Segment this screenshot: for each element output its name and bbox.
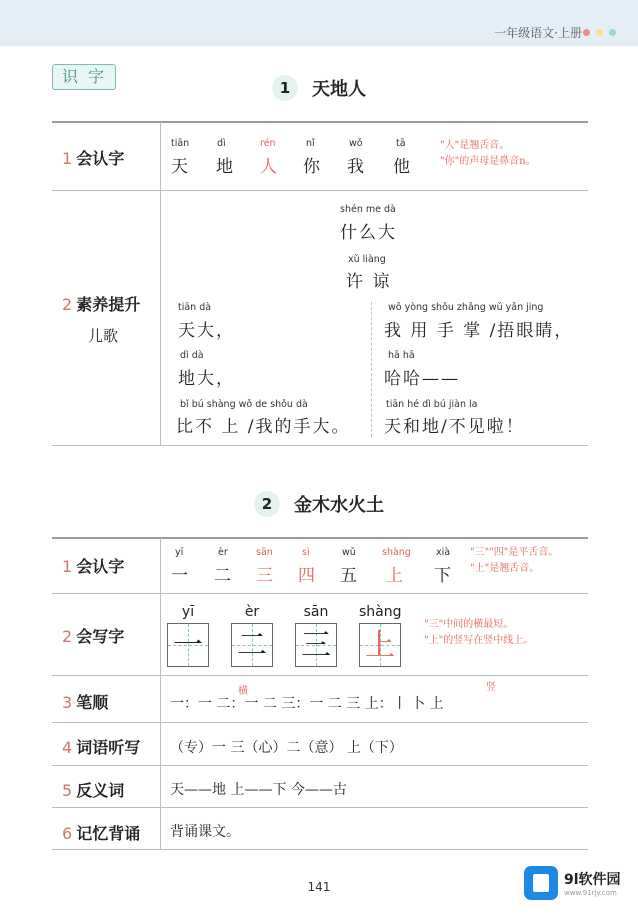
pinyin: rén xyxy=(260,138,276,149)
poem-line: 地大， xyxy=(178,369,235,389)
pinyin: tā xyxy=(396,138,406,149)
row-divider xyxy=(52,675,588,676)
note-line: "三"中间的横最短。 xyxy=(424,619,514,630)
pinyin: tiān xyxy=(171,138,190,149)
poem-pinyin: wǒ yòng shǒu zhǎng wǔ yǎn jing xyxy=(388,302,544,313)
hanzi: 下 xyxy=(434,566,453,586)
watermark-text-group xyxy=(564,869,621,897)
pinyin: nǐ xyxy=(306,138,315,149)
row-number: 1 xyxy=(62,149,73,168)
row-number: 6 xyxy=(62,824,73,843)
writing-grid-box xyxy=(231,623,273,667)
lesson2-row3-label xyxy=(62,690,108,713)
write-char: 一 xyxy=(173,628,203,663)
poem-line: 哈哈—— xyxy=(384,369,460,389)
lesson1-title: 天地人 xyxy=(312,79,366,100)
header-dot-teal xyxy=(609,29,616,36)
pinyin: sān xyxy=(256,547,273,558)
row-label-text: 笔顺 xyxy=(76,693,109,712)
lesson1-sublabel: 儿歌 xyxy=(88,327,119,345)
hanzi: 我 xyxy=(347,157,366,177)
hanzi: 天 xyxy=(171,157,190,177)
poem-line: 天大， xyxy=(178,321,235,341)
hanzi: 四 xyxy=(298,566,317,586)
pinyin: sì xyxy=(302,547,310,558)
note-line: "人"是翘舌音。 xyxy=(440,140,510,151)
header-dot-yellow xyxy=(596,29,603,36)
poem-pinyin: hā hā xyxy=(388,350,415,361)
stroke-order-text: 一：一 二：一 二 三：一 二 三 上：丨 卜 上 xyxy=(170,696,444,712)
lesson2-row5-label xyxy=(62,778,124,801)
lesson2-row6-label xyxy=(62,821,140,844)
column-divider xyxy=(160,538,161,849)
lesson2-write-note xyxy=(424,617,533,649)
book-title: 一年级语文·上册 xyxy=(494,26,582,40)
lesson1-note xyxy=(440,138,536,170)
lesson2-row4-label xyxy=(62,735,140,758)
poem-line: 我 用 手 掌 /捂眼睛， xyxy=(384,321,574,341)
header-dot-red xyxy=(583,29,590,36)
poem-author: 许 谅 xyxy=(346,272,392,292)
hanzi: 二 xyxy=(214,566,233,586)
pinyin: shàng xyxy=(382,547,411,558)
poem-author-pinyin: xǔ liàng xyxy=(348,254,386,265)
write-char: 二 xyxy=(237,628,267,663)
page-header xyxy=(0,0,638,46)
table-bottom-border xyxy=(52,849,588,850)
poem-title: 什么大 xyxy=(340,223,397,243)
stroke-mark-heng: 横 xyxy=(238,686,248,697)
note-line: "上"的竖写在竖中线上。 xyxy=(424,635,534,646)
row-divider xyxy=(52,190,588,191)
lesson2-heading xyxy=(0,491,638,517)
column-divider xyxy=(160,122,161,445)
watermark-url: www.91rjy.com xyxy=(564,889,617,897)
poem-pinyin: bǐ bú shàng wǒ de shǒu dà xyxy=(180,399,308,410)
lesson2-title: 金木水火土 xyxy=(294,495,384,516)
pinyin: wǔ xyxy=(342,547,356,558)
hanzi: 上 xyxy=(386,566,405,586)
hanzi: 他 xyxy=(393,157,412,177)
table-top-border xyxy=(52,121,588,123)
watermark xyxy=(524,866,621,900)
poem-divider xyxy=(371,302,372,437)
writing-grid-box xyxy=(295,623,337,667)
lesson2-row2-label xyxy=(62,624,124,647)
hanzi: 地 xyxy=(216,157,235,177)
row-label-text: 素养提升 xyxy=(76,295,141,314)
row-divider xyxy=(52,593,588,594)
row-label-text: 会认字 xyxy=(76,149,125,168)
pinyin: yī xyxy=(175,547,184,558)
pinyin: èr xyxy=(218,547,228,558)
note-line: "上"是翘舌音。 xyxy=(470,563,540,574)
stroke-mark-shu: 竖 xyxy=(486,682,496,693)
writing-grid-box xyxy=(167,623,209,667)
pinyin: xià xyxy=(436,547,451,558)
write-pinyin: yī xyxy=(181,604,195,620)
poem-title-pinyin: shén me dà xyxy=(340,204,396,215)
row-label-text: 记忆背诵 xyxy=(76,824,141,843)
row-number: 4 xyxy=(62,738,73,757)
row-divider xyxy=(52,722,588,723)
poem-pinyin: dì dà xyxy=(180,350,204,361)
dictation-text: （专）一 三（心）二（意） 上（下） xyxy=(170,740,403,756)
write-char: 三 xyxy=(301,628,331,663)
lesson1-number: 1 xyxy=(272,75,298,101)
row-label-text: 反义词 xyxy=(76,781,125,800)
lesson2-read-note xyxy=(470,545,558,577)
write-pinyin: èr xyxy=(244,604,260,620)
watermark-logo-icon xyxy=(524,866,558,900)
hanzi: 一 xyxy=(171,566,190,586)
write-pinyin: shàng xyxy=(359,604,402,620)
table-bottom-border xyxy=(52,445,588,446)
watermark-text: 9l软件园 xyxy=(564,872,621,888)
note-line: "你"的声母是鼻音n。 xyxy=(440,156,536,167)
pinyin: dì xyxy=(217,138,226,149)
row-number: 2 xyxy=(62,295,73,314)
row-number: 1 xyxy=(62,557,73,576)
lesson2-number: 2 xyxy=(254,491,280,517)
lesson2-row1-label xyxy=(62,554,124,577)
write-pinyin: sān xyxy=(303,604,329,620)
poem-pinyin: tiān dà xyxy=(178,302,212,313)
hanzi: 你 xyxy=(303,157,322,177)
page-number: 141 xyxy=(307,880,331,894)
hanzi: 三 xyxy=(256,566,275,586)
row-number: 3 xyxy=(62,693,73,712)
row-divider xyxy=(52,807,588,808)
write-char: 上 xyxy=(365,628,395,663)
header-dots xyxy=(583,29,616,36)
recite-text: 背诵课文。 xyxy=(170,824,240,840)
row-number: 2 xyxy=(62,627,73,646)
writing-grid-box xyxy=(359,623,401,667)
section-tag: 识字 xyxy=(52,64,116,90)
pinyin: wǒ xyxy=(349,138,363,149)
row-label-text: 会认字 xyxy=(76,557,125,576)
row-label-text: 词语听写 xyxy=(76,738,141,757)
poem-pinyin: tiān hé dì bú jiàn la xyxy=(386,399,478,410)
note-line: "三""四"是平舌音。 xyxy=(470,547,559,558)
table-top-border xyxy=(52,537,588,539)
lesson1-heading xyxy=(0,75,638,101)
poem-line: 比不 上 /我的手大。 xyxy=(176,417,351,437)
hanzi: 人 xyxy=(260,157,279,177)
row-label-text: 会写字 xyxy=(76,627,125,646)
lesson1-row1-label xyxy=(62,146,124,169)
row-divider xyxy=(52,765,588,766)
poem-line: 天和地/不见啦！ xyxy=(384,417,525,437)
antonym-text: 天——地 上——下 今——古 xyxy=(170,782,347,798)
lesson1-row2-label xyxy=(62,292,140,315)
row-number: 5 xyxy=(62,781,73,800)
hanzi: 五 xyxy=(340,566,359,586)
